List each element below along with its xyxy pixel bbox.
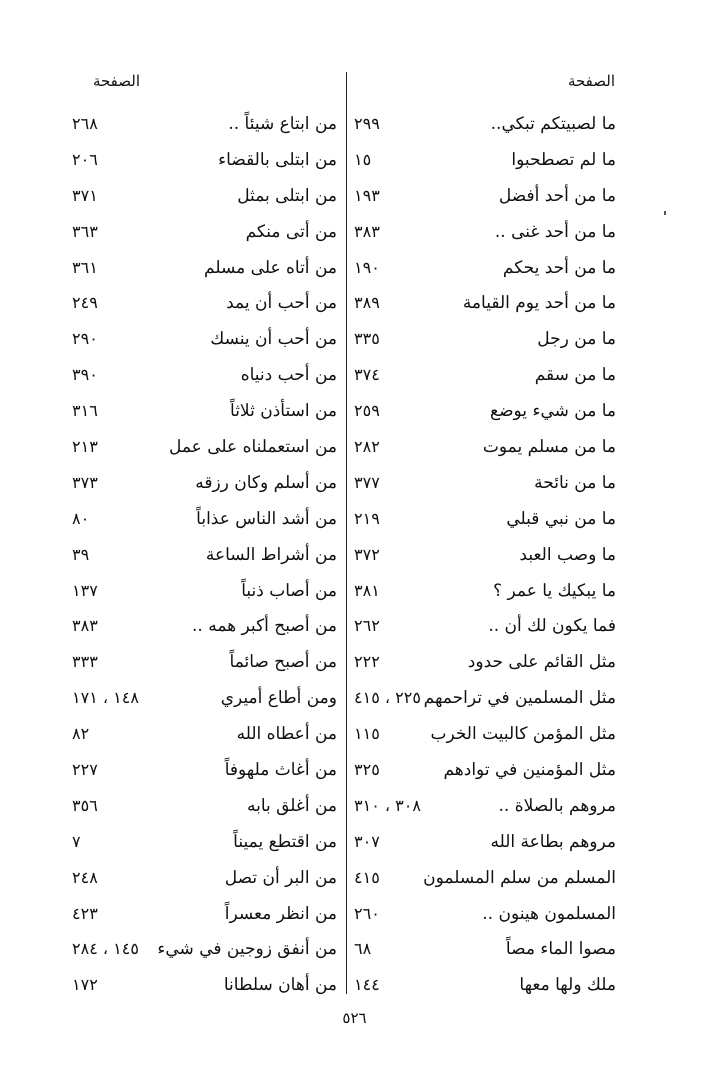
right-entry-text: فما يكون لك أن .. xyxy=(488,616,616,637)
right-entry-text: ما من سقم xyxy=(534,365,616,386)
right-entry-page: ٢٦٢ xyxy=(354,616,380,636)
right-entry-text: مروهم بطاعة الله xyxy=(490,831,616,852)
right-entry-text: ما من مسلم يموت xyxy=(482,437,616,458)
index-row xyxy=(0,106,709,142)
right-entry-page: ٣٠٨ ، ٣١٠ xyxy=(354,795,421,815)
left-entry-page: ٣٣٣ xyxy=(72,652,98,672)
right-entry-text: ما من نبي قبلي xyxy=(506,508,616,529)
right-entry-page: ٣٨٩ xyxy=(354,293,380,313)
left-entry-text: من أحب أن يمد xyxy=(226,293,337,314)
index-row xyxy=(0,752,709,788)
right-entry-text: ما من رجل xyxy=(537,329,616,350)
left-entry-page: ٣٩ xyxy=(72,544,90,564)
left-entry-text: ومن أطاع أميري xyxy=(220,688,337,709)
right-entry-page: ٢٢٢ xyxy=(354,652,380,672)
right-entry-text: مثل المسلمين في تراحمهم xyxy=(423,688,616,709)
index-row xyxy=(0,644,709,680)
right-entry-text: ما من أحد يوم القيامة xyxy=(462,293,616,314)
left-entry-text: من انظر معسراً xyxy=(224,903,337,924)
right-entry-page: ١٩٠ xyxy=(354,257,380,277)
page-column-header-left: الصفحة xyxy=(92,72,140,90)
index-row xyxy=(0,716,709,752)
right-entry-text: مثل القائم على حدود xyxy=(467,652,616,673)
left-entry-page: ٣٧١ xyxy=(72,185,98,205)
left-entry-page: ٣١٦ xyxy=(72,401,98,421)
index-row xyxy=(0,465,709,501)
left-entry-page: ٢٤٩ xyxy=(72,293,98,313)
right-entry-text: ما من أحد غنى .. xyxy=(494,221,616,242)
left-entry-page: ٣٦٣ xyxy=(72,221,98,241)
right-entry-page: ١٤٤ xyxy=(354,975,380,995)
index-row xyxy=(0,860,709,896)
index-row xyxy=(0,214,709,250)
right-entry-page: ٣٣٥ xyxy=(354,329,380,349)
page-column-header-right: الصفحة xyxy=(567,72,615,90)
left-entry-page: ٣٩٠ xyxy=(72,365,98,385)
right-entry-text: مروهم بالصلاة .. xyxy=(498,795,616,816)
left-entry-text: من أهان سلطانا xyxy=(223,975,337,996)
left-entry-page: ٢٩٠ xyxy=(72,329,98,349)
left-entry-page: ٣٧٣ xyxy=(72,472,98,492)
left-entry-page: ٨٠ xyxy=(72,508,90,528)
right-entry-page: ١٥ xyxy=(354,149,372,169)
right-entry-page: ١١٥ xyxy=(354,724,380,744)
left-entry-page: ٣٦١ xyxy=(72,257,98,277)
index-row xyxy=(0,178,709,214)
right-entry-page: ٣٠٧ xyxy=(354,831,380,851)
right-entry-page: ٣٧٧ xyxy=(354,472,380,492)
left-entry-page: ٣٨٣ xyxy=(72,616,98,636)
right-entry-text: المسلمون هينون .. xyxy=(482,903,616,924)
page-number: ٥٢٦ xyxy=(342,1009,367,1027)
right-entry-text: ما من نائحة xyxy=(534,472,616,493)
left-entry-page: ٤٢٣ xyxy=(72,903,98,923)
left-entry-page: ٧ xyxy=(72,831,81,851)
right-entry-text: ما لم تصطحبوا xyxy=(511,149,616,170)
left-entry-text: من أعطاه الله xyxy=(236,724,337,745)
left-entry-page: ٢٤٨ xyxy=(72,867,98,887)
right-entry-text: مثل المؤمنين في توادهم xyxy=(443,760,616,781)
left-entry-text: من أسلم وكان رزقه xyxy=(195,472,337,493)
left-entry-text: من اقتطع يميناً xyxy=(233,831,337,852)
right-entry-page: ٢٩٩ xyxy=(354,114,380,133)
index-row xyxy=(0,608,709,644)
left-entry-text: من أصبح أكبر همه .. xyxy=(192,616,337,637)
left-entry-page: ٢٢٧ xyxy=(72,760,98,780)
left-entry-page: ١٧٢ xyxy=(72,975,98,995)
index-row xyxy=(0,357,709,393)
left-entry-page: ٣٥٦ xyxy=(72,795,98,815)
index-row xyxy=(0,142,709,178)
right-entry-page: ٣٧٢ xyxy=(354,544,380,564)
right-entry-page: ٢٦٠ xyxy=(354,903,380,923)
index-row xyxy=(0,824,709,860)
left-entry-text: من ابتلى بمثل xyxy=(237,185,337,206)
right-entry-page: ٦٨ xyxy=(354,939,372,959)
right-entry-text: ملك ولها معها xyxy=(519,975,616,996)
left-entry-text: من استعملناه على عمل xyxy=(168,437,337,458)
right-entry-page: ٣٢٥ xyxy=(354,760,380,780)
index-row xyxy=(0,429,709,465)
left-entry-text: من ابتلى بالقضاء xyxy=(218,149,337,170)
left-entry-text: من أحب أن ينسك xyxy=(210,329,337,350)
right-entry-page: ٢٥٩ xyxy=(354,401,380,421)
right-entry-text: ما من أحد يحكم xyxy=(502,257,616,278)
left-entry-page: ٢١٣ xyxy=(72,437,98,457)
left-entry-page: ٨٢ xyxy=(72,724,90,744)
right-entry-page: ٣٨٣ xyxy=(354,221,380,241)
right-entry-page: ٣٧٤ xyxy=(354,365,380,385)
index-row xyxy=(0,788,709,824)
right-entry-text: ما من شيء يوضع xyxy=(490,401,616,422)
right-entry-text: المسلم من سلم المسلمون xyxy=(423,867,616,888)
left-entry-text: من أشراط الساعة xyxy=(205,544,337,565)
index-row xyxy=(0,931,709,967)
left-entry-text: من استأذن ثلاثاً xyxy=(230,401,337,422)
right-entry-text: ما وصب العبد xyxy=(519,544,616,565)
left-entry-text: من أتاه على مسلم xyxy=(204,257,337,278)
left-entry-page: ٢٦٨ xyxy=(72,114,98,133)
right-entry-page: ٢٨٢ xyxy=(354,437,380,457)
left-entry-text: من أصبح صائماً xyxy=(229,652,337,673)
index-row xyxy=(0,537,709,573)
right-entry-text: مصوا الماء مصاً xyxy=(505,939,616,960)
right-entry-page: ٣٨١ xyxy=(354,580,380,600)
right-entry-page: ١٩٣ xyxy=(354,185,380,205)
left-entry-text: من أغلق بابه xyxy=(246,795,337,816)
left-entry-text: من أنفق زوجين في شيء xyxy=(157,939,337,960)
index-row xyxy=(0,321,709,357)
left-entry-page: ١٤٥ ، ٢٨٤ xyxy=(72,939,139,959)
left-entry-text: من أغاث ملهوفاً xyxy=(224,760,337,781)
left-entry-text: من البر أن تصل xyxy=(224,867,337,888)
index-row xyxy=(0,501,709,537)
left-entry-text: من أتى منكم xyxy=(245,221,337,242)
left-entry-page: ١٣٧ xyxy=(72,580,98,600)
right-entry-page: ٤١٥ xyxy=(354,867,380,887)
index-row xyxy=(0,250,709,286)
right-entry-text: مثل المؤمن كالبيت الخرب xyxy=(430,724,616,745)
index-row xyxy=(0,896,709,932)
left-entry-text: من أحب دنياه xyxy=(240,365,337,386)
right-entry-page: ٢٢٥ ، ٤١٥ xyxy=(354,688,421,708)
right-entry-text: ما من أحد أفضل xyxy=(498,185,616,206)
index-row xyxy=(0,680,709,716)
index-row xyxy=(0,393,709,429)
right-entry-text: ما لصبيتكم تبكي.. xyxy=(490,114,616,134)
left-entry-text: من ابتاع شيئاً .. xyxy=(228,114,337,134)
index-row xyxy=(0,573,709,609)
index-row xyxy=(0,285,709,321)
index-row xyxy=(0,967,709,1003)
index-rows xyxy=(0,106,709,1003)
right-entry-text: ما يبكيك يا عمر ؟ xyxy=(493,580,616,601)
left-entry-page: ١٤٨ ، ١٧١ xyxy=(72,688,139,708)
right-entry-page: ٢١٩ xyxy=(354,508,380,528)
left-entry-text: من أشد الناس عذاباً xyxy=(196,508,337,529)
left-entry-page: ٢٠٦ xyxy=(72,149,98,169)
left-entry-text: من أصاب ذنباً xyxy=(241,580,337,601)
